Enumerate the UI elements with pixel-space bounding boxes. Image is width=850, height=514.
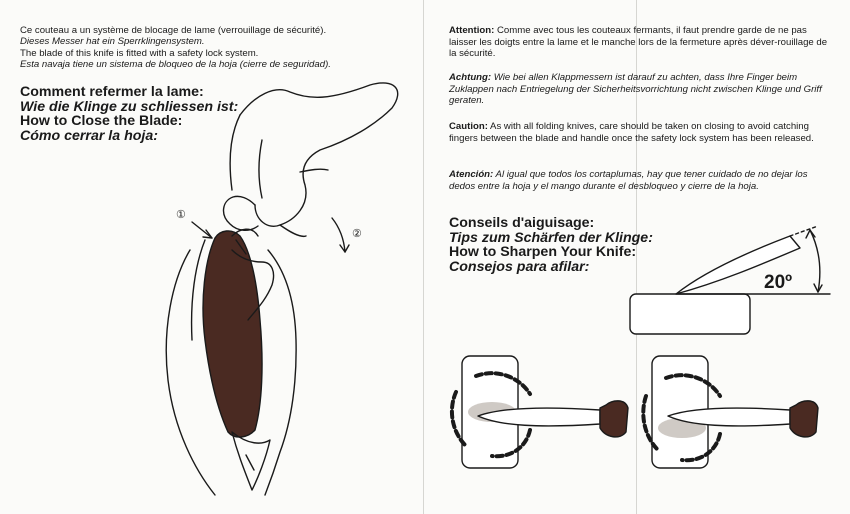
caution-label-es: Atención: [449, 169, 494, 180]
caution-text-es: Al igual que todos los cortaplumas, hay que tener cuidado de no dejar los dedos entre la hoja y el mango durante el desbloqueo y cierre de la hoja. [449, 169, 808, 192]
heading-es: Cómo cerrar la hoja: [20, 127, 158, 144]
intro-de: Dieses Messer hat ein Sperrklingensystem. [20, 36, 205, 48]
step-2-marker: ② [352, 228, 362, 240]
step-1-marker: ① [176, 209, 186, 221]
caution-label-de: Achtung: [449, 72, 492, 83]
caution-text-de: Wie bei allen Klappmessern ist darauf zu achten, dass Ihre Finger beim Zuklappen nach Entriegelung der Sicherheitsvorrichtung nicht zwischen Klinge und Griff geraten. [449, 72, 822, 107]
angle-label: 20º [764, 272, 793, 293]
sharpen-heading-en: How to Sharpen Your Knife: [449, 244, 637, 261]
heading-en: How to Close the Blade: [20, 113, 183, 130]
intro-en: The blade of this knife is fitted with a safety lock system. [20, 47, 259, 59]
caution-label-fr: Attention: [449, 25, 495, 36]
caution-text-fr: Comme avec tous les couteaux fermants, il faut prendre garde de ne pas laisser les doigts entre la lame et le manche lors de la fermeture après déver-rouillage de la sécurité. [449, 25, 828, 60]
intro-fr: Ce couteau a un système de blocage de lame (verrouillage de sécurité). [20, 25, 327, 36]
intro-es: Esta navaja tiene un sistema de bloqueo de la hoja (cierre de seguridad). [20, 59, 331, 71]
caution-label-en: Caution: [449, 121, 488, 132]
heading-de: Wie die Klinge zu schliessen ist: [20, 98, 239, 115]
heading-fr: Comment refermer la lame: [20, 84, 204, 100]
sharpen-heading-fr: Conseils d'aiguisage: [449, 215, 595, 231]
sharpen-heading-de: Tips zum Schärfen der Klinge: [449, 229, 653, 246]
sharpen-heading-es: Consejos para afilar: [449, 258, 590, 275]
caution-text-en: As with all folding knives, care should be taken on closing to avoid catching fingers between the blade and handle once the safety lock system has been released. [449, 121, 814, 144]
